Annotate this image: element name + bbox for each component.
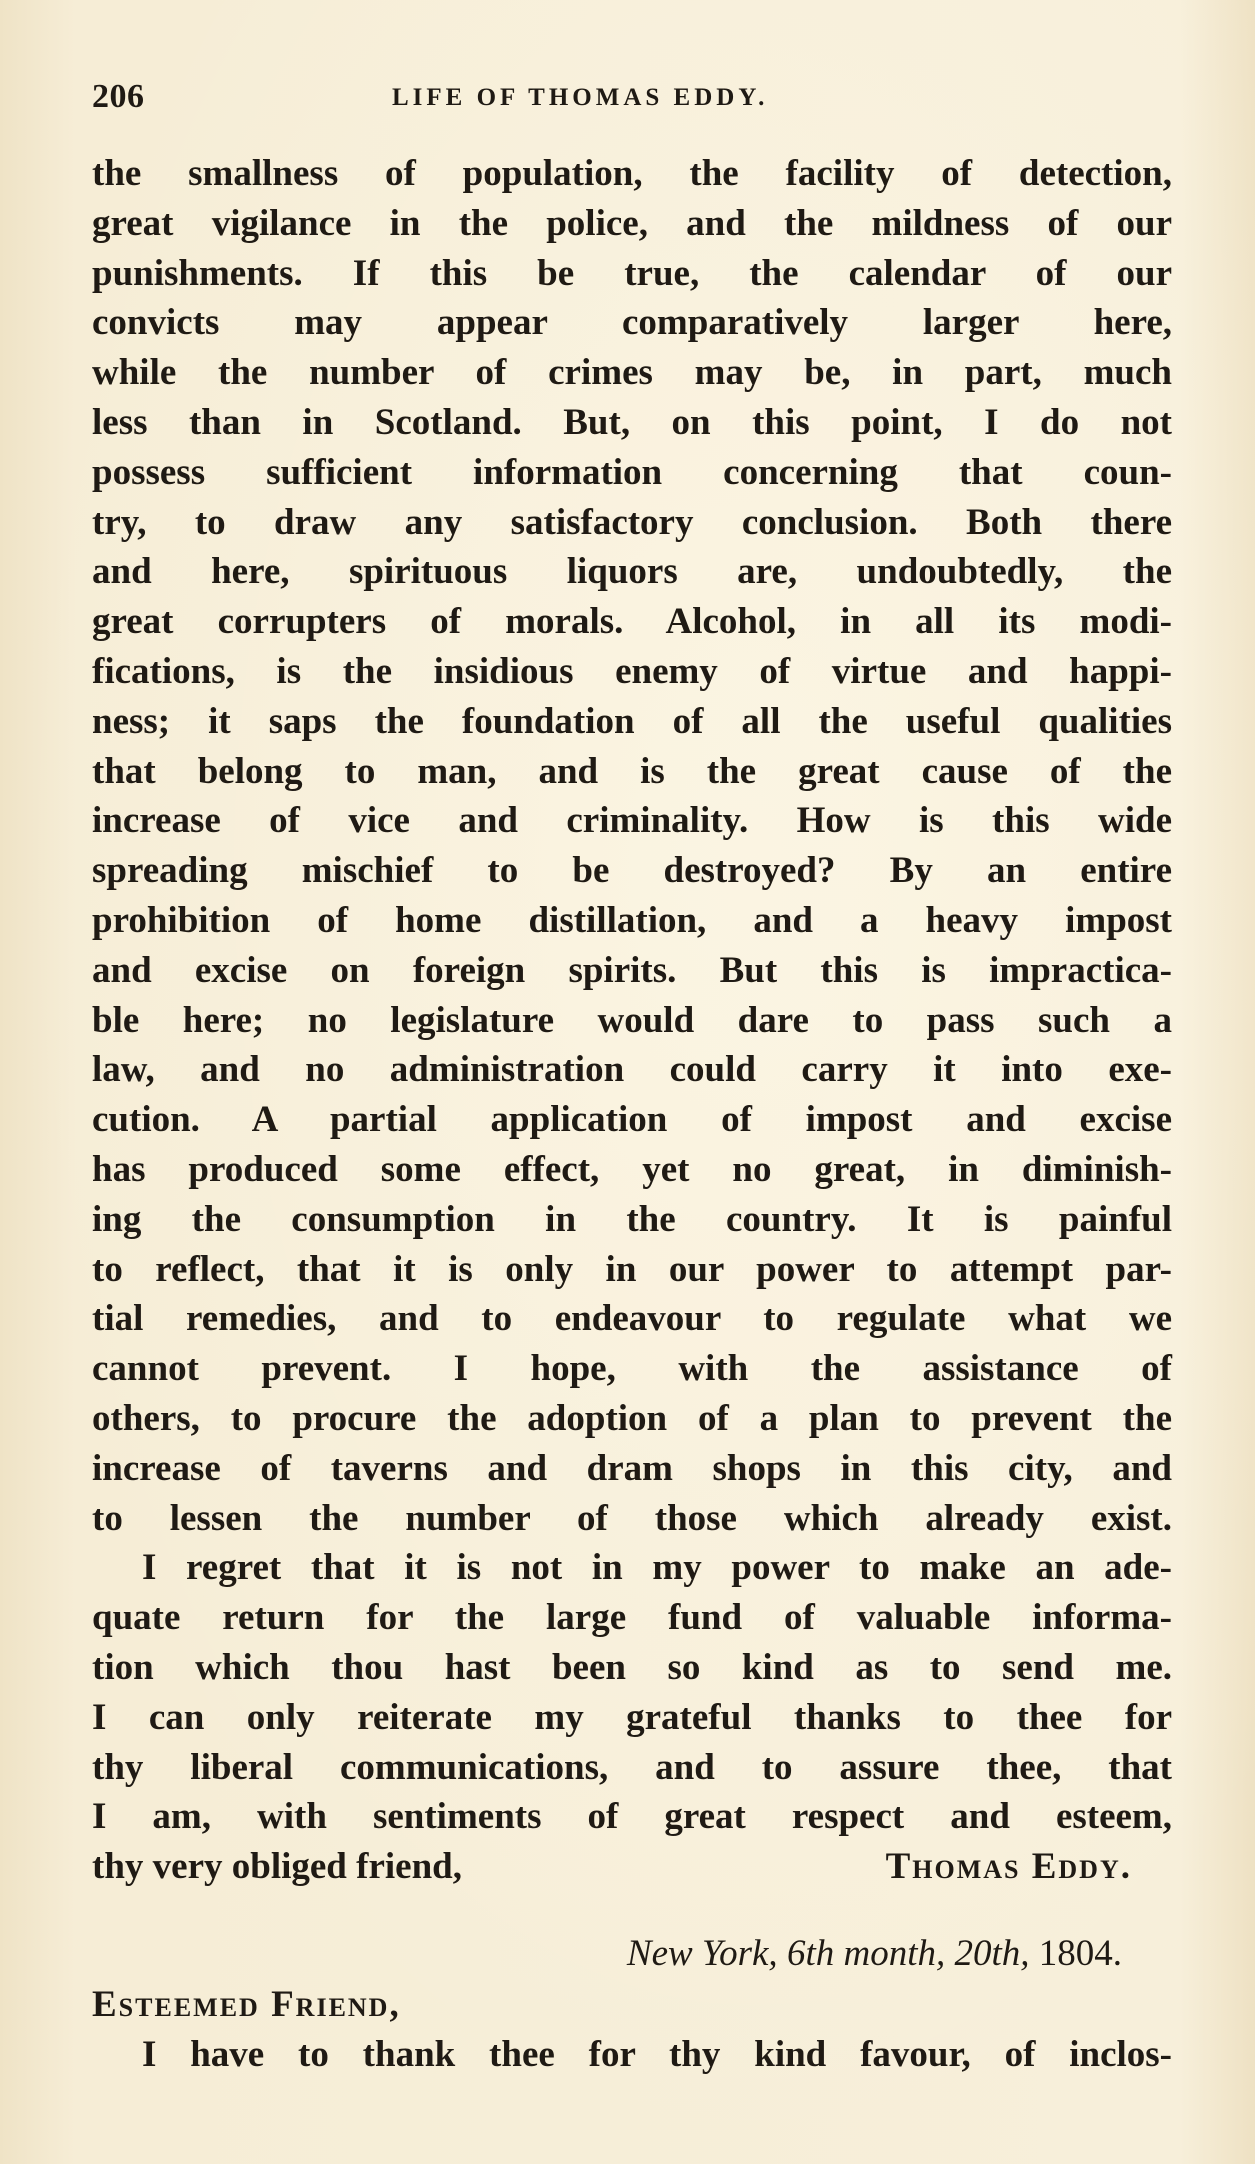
- text-line: ing the consumption in the country. It is painful: [92, 1198, 1172, 1240]
- text-line: I regret that it is not in my power to make an ade-: [142, 1547, 1172, 1589]
- salutation: Esteemed Friend,: [92, 1983, 401, 2025]
- dateline: [92, 1928, 1172, 1980]
- text-line: great vigilance in the police, and the mildness of our: [92, 202, 1172, 244]
- running-title: LIFE OF THOMAS EDDY.: [392, 84, 769, 111]
- text-line: the smallness of population, the facility of detection,: [92, 153, 1172, 194]
- text-line: to lessen the number of those which already exist.: [92, 1497, 1172, 1539]
- text-line: convicts may appear comparatively larger here,: [92, 302, 1172, 344]
- text-line: fications, is the insidious enemy of virtue and happi-: [92, 650, 1172, 692]
- body-text: [92, 149, 1172, 2079]
- section-spacer: [92, 1892, 1172, 1928]
- text-line: that belong to man, and is the great cause of the: [92, 750, 1172, 792]
- signature: Thomas Eddy.: [885, 1846, 1132, 1888]
- text-line: I am, with sentiments of great respect and esteem,: [92, 1796, 1172, 1838]
- page-header: [92, 78, 1164, 126]
- text-line: thy liberal communications, and to assure thee, that: [92, 1746, 1172, 1788]
- text-line: I can only reiterate my grateful thanks to thee for: [92, 1696, 1172, 1738]
- text-line: quate return for the large fund of valuable informa-: [92, 1597, 1172, 1639]
- closing-text: thy very obliged friend,: [92, 1846, 462, 1888]
- text-line: try, to draw any satisfactory conclusion. Both there: [92, 501, 1172, 543]
- text-line: while the number of crimes may be, in part, much: [92, 352, 1172, 394]
- text-line: possess sufficient information concerning that coun-: [92, 451, 1172, 493]
- text-line: increase of vice and criminality. How is this wide: [92, 800, 1172, 842]
- text-line: spreading mischief to be destroyed? By an entire: [92, 850, 1172, 892]
- text-line: tion which thou hast been so kind as to send me.: [92, 1646, 1172, 1688]
- text-line: punishments. If this be true, the calendar of our: [92, 252, 1172, 294]
- text-line: ble here; no legislature would dare to pass such a: [92, 999, 1172, 1041]
- text-line: I have to thank thee for thy kind favour, of inclos-: [142, 2033, 1172, 2075]
- dateline-month: 6th month,: [786, 1932, 946, 1974]
- text-line: has produced some effect, yet no great, in diminish-: [92, 1148, 1172, 1190]
- text-line: cution. A partial application of impost and excise: [92, 1099, 1172, 1141]
- text-line: cannot prevent. I hope, with the assistance of: [92, 1348, 1172, 1390]
- text-line: less than in Scotland. But, on this point, I do not: [92, 401, 1172, 443]
- dateline-year: 1804.: [1038, 1932, 1122, 1974]
- text-line: and here, spirituous liquors are, undoubtedly, the: [92, 551, 1172, 593]
- text-line: tial remedies, and to endeavour to regulate what we: [92, 1298, 1172, 1340]
- dateline-place: New York,: [626, 1932, 778, 1974]
- text-line: great corrupters of morals. Alcohol, in all its modi-: [92, 601, 1172, 643]
- dateline-day: 20th,: [954, 1932, 1030, 1974]
- text-line: and excise on foreign spirits. But this is impractica-: [92, 949, 1172, 991]
- text-line: to reflect, that it is only in our power to attempt par-: [92, 1248, 1172, 1290]
- text-line: prohibition of home distillation, and a heavy impost: [92, 899, 1172, 941]
- text-line: ness; it saps the foundation of all the useful qualities: [92, 700, 1172, 742]
- page-number: 206: [92, 78, 145, 115]
- text-line: law, and no administration could carry it into exe-: [92, 1049, 1172, 1091]
- text-line: others, to procure the adoption of a plan to prevent the: [92, 1397, 1172, 1439]
- text-line: increase of taverns and dram shops in this city, and: [92, 1447, 1172, 1489]
- closing-line: [92, 1842, 1172, 1892]
